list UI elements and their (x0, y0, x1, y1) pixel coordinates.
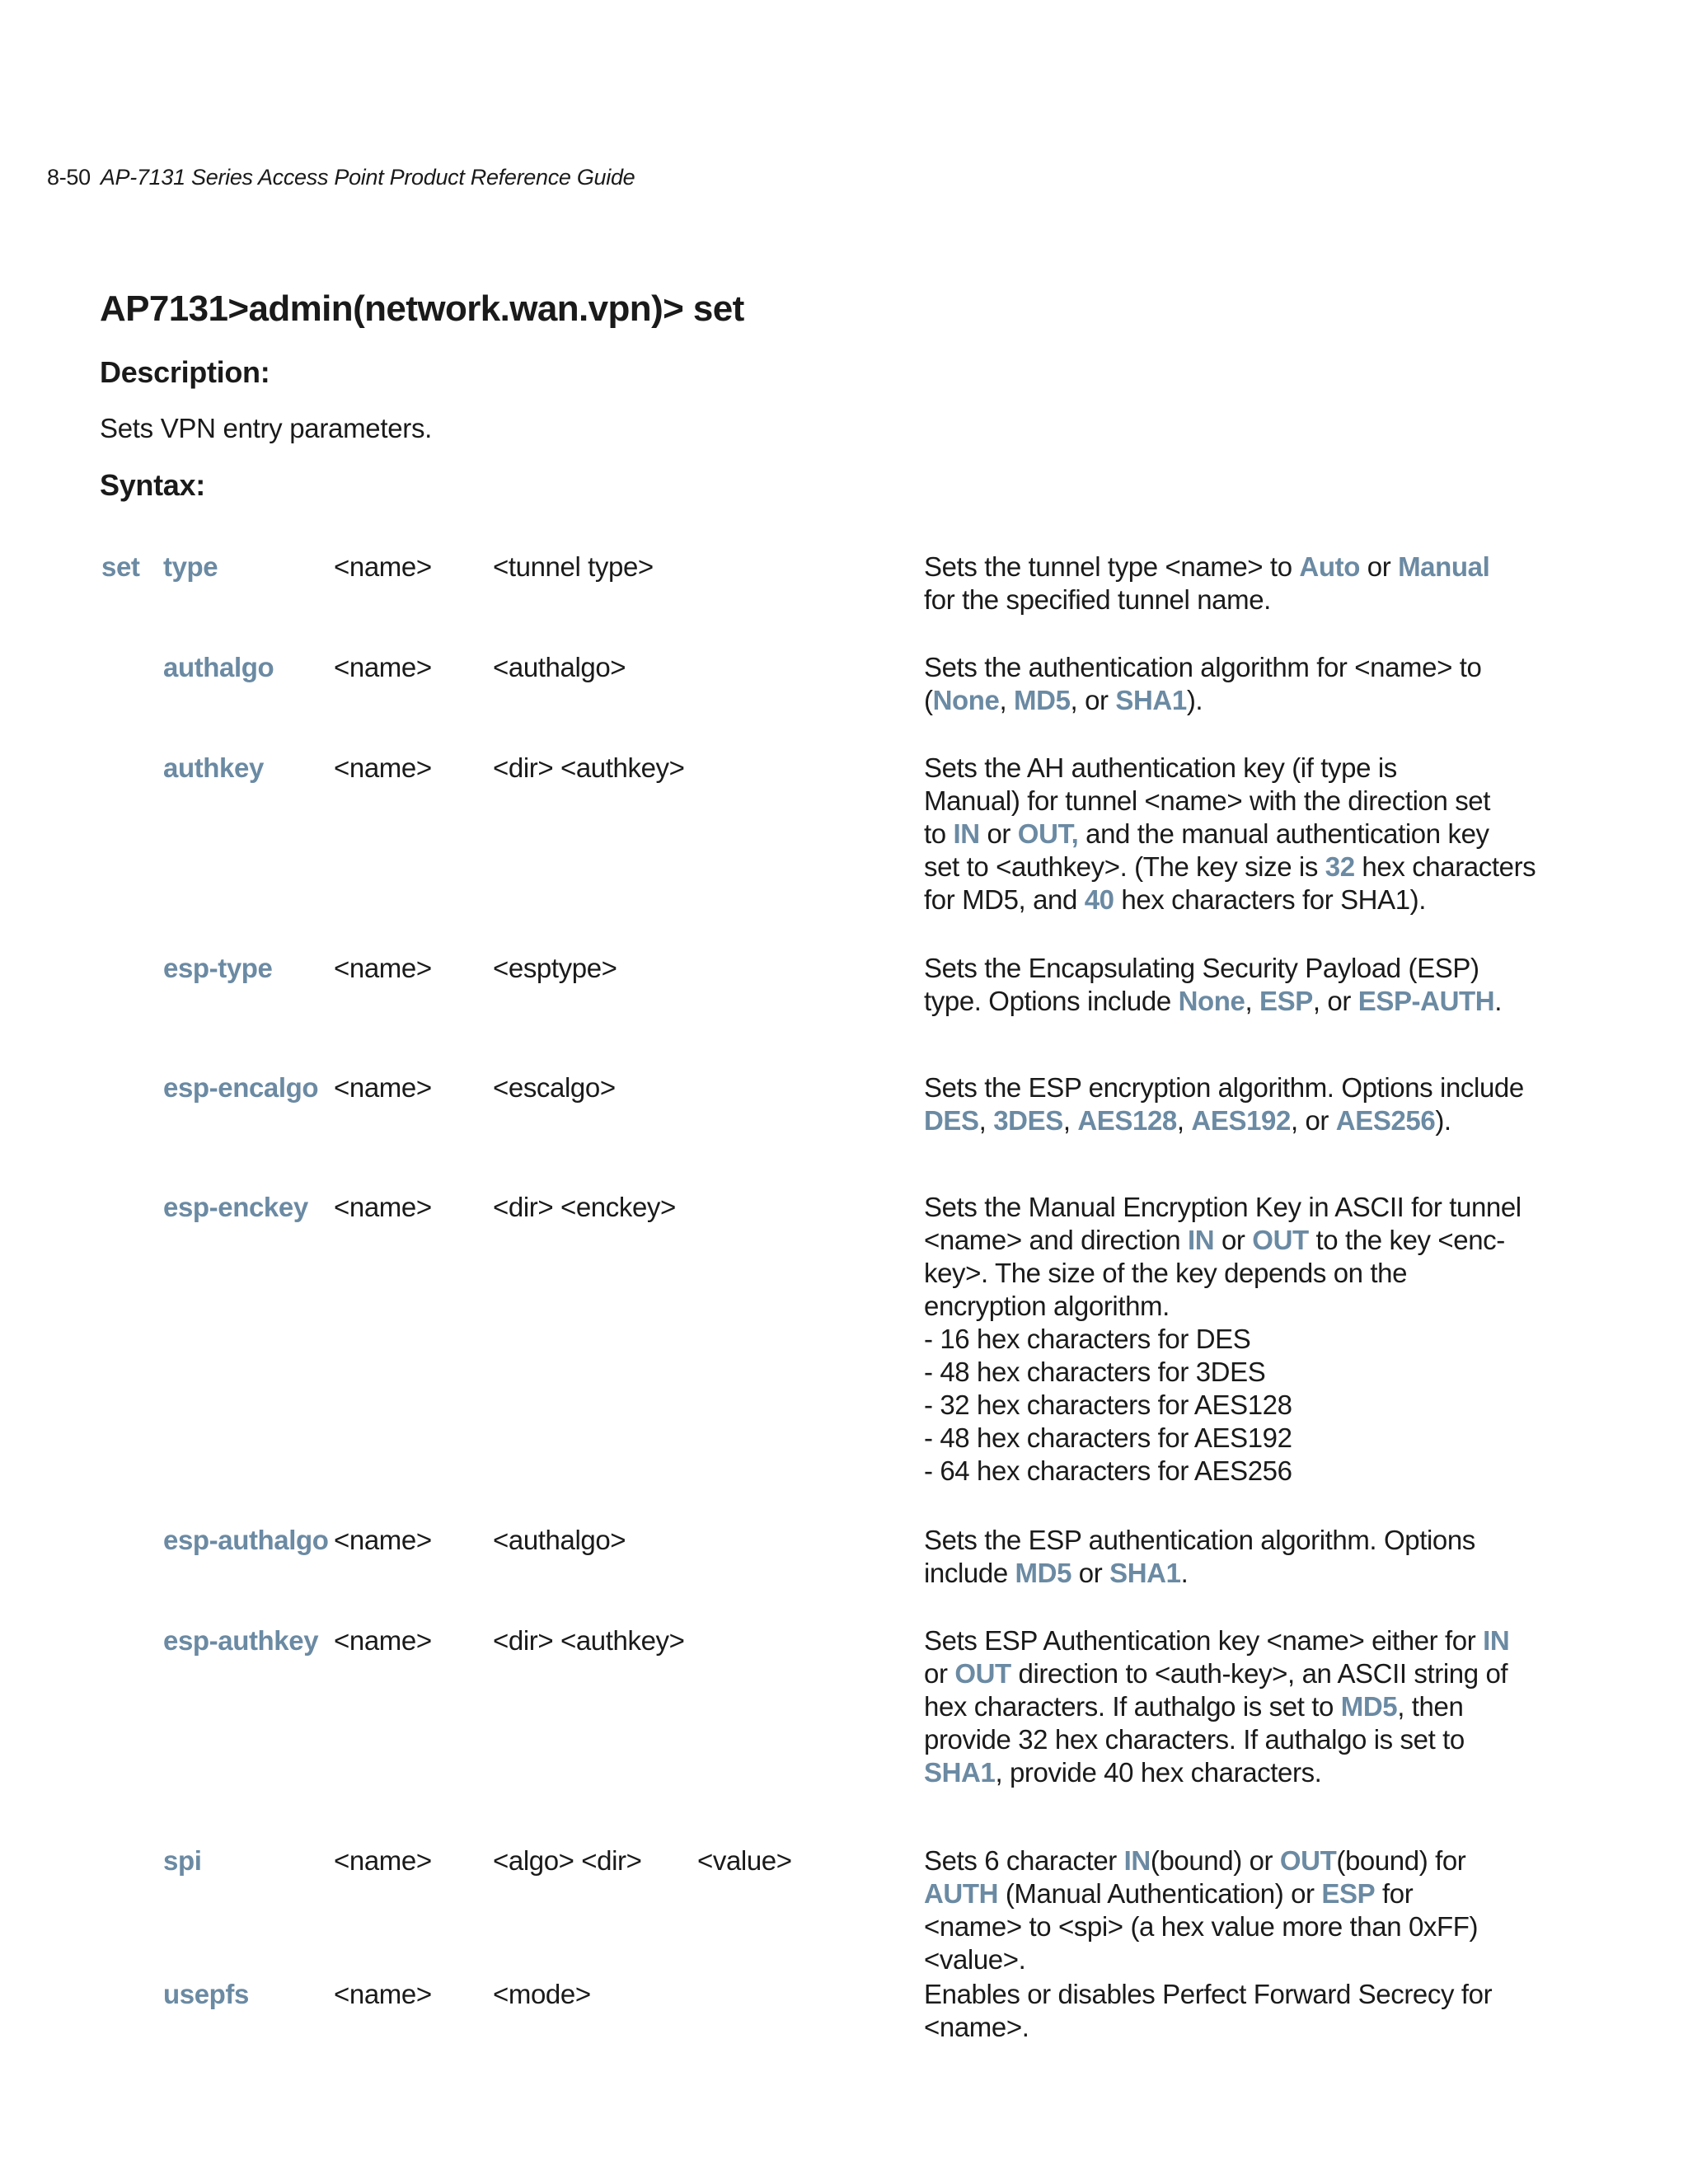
keyword-option: DES (924, 1105, 979, 1136)
keyword-option: AES128 (1077, 1105, 1177, 1136)
description (924, 952, 1502, 1018)
description-line (924, 952, 1479, 985)
description-line (924, 1657, 1508, 1690)
keyword-option: ESP-AUTH (1357, 986, 1495, 1016)
description (924, 551, 1490, 616)
description-text-run: to (924, 818, 954, 849)
description-text-run: , then (1397, 1691, 1464, 1722)
argument-2: <authalgo> (493, 1525, 626, 1555)
description-text-run: Enables or disables Perfect Forward Secrecy for (924, 1979, 1493, 2009)
description-line (924, 583, 1476, 616)
keyword-option: MD5 (1340, 1691, 1398, 1722)
keyword-option: MD5 (1015, 1558, 1072, 1588)
description-line (924, 1422, 1476, 1455)
description-text-run: - 48 hex characters for 3DES (924, 1357, 1266, 1387)
argument-2: <authalgo> (493, 652, 626, 682)
description-text-run: <name> to <spi> (a hex value more than 0xFF) (924, 1911, 1479, 1942)
description-text-run: Sets the ESP authentication algorithm. Options (924, 1525, 1475, 1555)
description-text-run: - 16 hex characters for DES (924, 1324, 1251, 1354)
description (924, 1844, 1479, 1976)
description-line (924, 785, 1491, 818)
description (924, 1624, 1510, 1789)
description-heading: Description: (100, 355, 270, 389)
argument-3: <value> (697, 1845, 792, 1876)
description-text-run: , (1245, 986, 1260, 1016)
subcommand: esp-authalgo (163, 1525, 329, 1555)
description-line (924, 1290, 1476, 1323)
description-text-run: Sets the Encapsulating Security Payload (ESP) (924, 953, 1479, 983)
description-line (924, 1943, 1476, 1976)
description-text-run: hex characters. If authalgo is set to (924, 1691, 1341, 1722)
keyword-option: IN (1188, 1225, 1215, 1255)
description-line (924, 1071, 1524, 1104)
description-text-run: , or (1290, 1105, 1336, 1136)
description (924, 1524, 1476, 1590)
description-text-run: and the manual authentication key (1078, 818, 1489, 849)
description-line (924, 1844, 1476, 1877)
description-text-run: direction to <auth-key>, an ASCII string of (1010, 1658, 1508, 1689)
keyword-option: MD5 (1014, 685, 1071, 715)
description-line (924, 1557, 1476, 1590)
description-text-run: <name>. (924, 2012, 1029, 2042)
description-text-run: (Manual Authentication) or (998, 1878, 1322, 1909)
description-text-run: , (978, 1105, 994, 1136)
description-line (924, 1910, 1479, 1943)
description-text-run: , provide 40 hex characters. (995, 1757, 1322, 1788)
keyword-option: AUTH (924, 1878, 999, 1909)
description (924, 1191, 1522, 1488)
description-line (924, 1524, 1476, 1557)
description-text-run: . (1180, 1558, 1189, 1588)
description-text-run: . (1494, 986, 1502, 1016)
description-text-run: (bound) for (1336, 1845, 1466, 1876)
description-text-run: - 48 hex characters for AES192 (924, 1422, 1292, 1453)
description-text-run: - 32 hex characters for AES128 (924, 1390, 1292, 1420)
description-line (924, 1257, 1476, 1290)
description-text-run: , or (1070, 685, 1116, 715)
description-line (924, 2011, 1476, 2044)
description-text-run: Manual) for tunnel <name> with the direction set (924, 785, 1491, 816)
description-line (924, 1191, 1522, 1224)
description-text-run: Sets the tunnel type <name> to (924, 551, 1300, 582)
argument-1: <name> (334, 551, 432, 582)
description-line (924, 1323, 1476, 1356)
keyword-option: 3DES (993, 1105, 1063, 1136)
description-text-run: Sets ESP Authentication key <name> either for (924, 1625, 1484, 1656)
keyword-option: Auto (1299, 551, 1360, 582)
keyword-option: Manual (1398, 551, 1490, 582)
description-line (924, 985, 1502, 1018)
description-text-run: for MD5, and (924, 884, 1085, 915)
description-text-run: or (924, 1658, 955, 1689)
description-line (924, 1723, 1476, 1756)
keyword-option: IN (953, 818, 980, 849)
description-text-run: or (1214, 1225, 1253, 1255)
description-text-run: <value>. (924, 1944, 1026, 1975)
description-text-run: Sets the ESP encryption algorithm. Options include (924, 1072, 1524, 1103)
keyword-option: AES256 (1335, 1105, 1436, 1136)
description (924, 1071, 1524, 1137)
description-text-run: or (979, 818, 1018, 849)
subcommand: type (163, 551, 218, 582)
description-text-run: ( (924, 685, 933, 715)
description-line (924, 883, 1476, 916)
description-text-run: (bound) or (1150, 1845, 1280, 1876)
subcommand: esp-authkey (163, 1625, 319, 1656)
keyword-option: OUT (1279, 1845, 1337, 1876)
description-text-run: hex characters (1354, 851, 1536, 882)
argument-2: <esptype> (493, 953, 617, 983)
argument-1: <name> (334, 652, 432, 682)
keyword-option: SHA1 (1115, 685, 1187, 715)
description-text-run: , (1176, 1105, 1192, 1136)
description-line (924, 1224, 1505, 1257)
description-text-run: type. Options include (924, 986, 1179, 1016)
description-text-run: ). (1186, 685, 1203, 715)
keyword-option: IN (1123, 1845, 1151, 1876)
description (924, 651, 1482, 717)
keyword-option: IN (1483, 1625, 1510, 1656)
keyword-option: 40 (1084, 884, 1114, 915)
description-text-run: set to <authkey>. (The key size is (924, 851, 1325, 882)
argument-2: <tunnel type> (493, 551, 654, 582)
running-header (47, 162, 635, 193)
description-line (924, 551, 1490, 583)
description-text-run: key>. The size of the key depends on the (924, 1258, 1408, 1288)
description-text-run: Sets the Manual Encryption Key in ASCII for tunnel (924, 1192, 1522, 1222)
page-number: 8-50 (47, 165, 91, 190)
description-line (924, 651, 1482, 684)
argument-2: <dir> <enckey> (493, 1192, 676, 1222)
description-line (924, 684, 1476, 717)
description-text-run: Sets the AH authentication key (if type is (924, 752, 1397, 783)
subcommand: esp-encalgo (163, 1072, 319, 1103)
argument-2: <algo> <dir> (493, 1845, 642, 1876)
description-text-run: encryption algorithm. (924, 1291, 1170, 1321)
keyword-option: AES192 (1191, 1105, 1291, 1136)
keyword-option: None (932, 685, 1000, 715)
keyword-option: OUT (954, 1658, 1011, 1689)
description-line (924, 851, 1536, 883)
argument-2: <dir> <authkey> (493, 1625, 685, 1656)
description-line (924, 752, 1476, 785)
subcommand: esp-type (163, 953, 273, 983)
description (924, 1978, 1493, 2044)
description-text-run: , or (1312, 986, 1358, 1016)
description-text-run: <name> and direction (924, 1225, 1188, 1255)
command-title: AP7131>admin(network.wan.vpn)> set (100, 288, 744, 329)
description-line (924, 818, 1489, 851)
description-line (924, 1756, 1476, 1789)
argument-1: <name> (334, 1625, 432, 1656)
keyword-option: ESP (1321, 1878, 1376, 1909)
description-text-run: for the specified tunnel name. (924, 584, 1271, 615)
description-line (924, 1356, 1476, 1389)
description-text-run: - 64 hex characters for AES256 (924, 1455, 1292, 1486)
description-line (924, 1389, 1476, 1422)
keyword-option: OUT (1252, 1225, 1309, 1255)
argument-2: <escalgo> (493, 1072, 616, 1103)
description (924, 752, 1536, 916)
description-text-run: , (1062, 1105, 1078, 1136)
description-text-run: provide 32 hex characters. If authalgo is set to (924, 1724, 1465, 1755)
argument-1: <name> (334, 953, 432, 983)
argument-1: <name> (334, 1979, 432, 2009)
description-text-run: for (1375, 1878, 1414, 1909)
guide-title: AP-7131 Series Access Point Product Reference Guide (100, 165, 635, 190)
description-line (924, 1624, 1510, 1657)
description-text-run: or (1359, 551, 1399, 582)
description-line (924, 1877, 1476, 1910)
description-line (924, 1104, 1476, 1137)
subcommand: esp-enckey (163, 1192, 308, 1222)
argument-2: <mode> (493, 1979, 591, 2009)
syntax-command: set (101, 551, 140, 582)
subcommand: spi (163, 1845, 202, 1876)
description-line (924, 1978, 1493, 2011)
description-text-run: hex characters for SHA1). (1114, 884, 1427, 915)
keyword-option: None (1178, 986, 1245, 1016)
description-text-run: ). (1435, 1105, 1451, 1136)
argument-1: <name> (334, 752, 432, 783)
subcommand: authkey (163, 752, 264, 783)
argument-2: <dir> <authkey> (493, 752, 685, 783)
syntax-heading: Syntax: (100, 468, 205, 502)
description-line (924, 1690, 1476, 1723)
description-text-run: Sets 6 character (924, 1845, 1124, 1876)
subcommand: usepfs (163, 1979, 249, 2009)
keyword-option: SHA1 (1109, 1558, 1181, 1588)
keyword-option: SHA1 (924, 1757, 996, 1788)
description-line (924, 1455, 1476, 1488)
subcommand: authalgo (163, 652, 274, 682)
description-text-run: or (1071, 1558, 1110, 1588)
keyword-option: OUT, (1017, 818, 1079, 849)
description-text-run: to the key <enc- (1308, 1225, 1505, 1255)
description-text-run: include (924, 1558, 1015, 1588)
argument-1: <name> (334, 1845, 432, 1876)
description-text-run: Sets the authentication algorithm for <name> to (924, 652, 1482, 682)
description-text-run: , (999, 685, 1015, 715)
argument-1: <name> (334, 1072, 432, 1103)
argument-1: <name> (334, 1525, 432, 1555)
keyword-option: ESP (1259, 986, 1313, 1016)
keyword-option: 32 (1325, 851, 1355, 882)
argument-1: <name> (334, 1192, 432, 1222)
description-text: Sets VPN entry parameters. (100, 413, 433, 443)
